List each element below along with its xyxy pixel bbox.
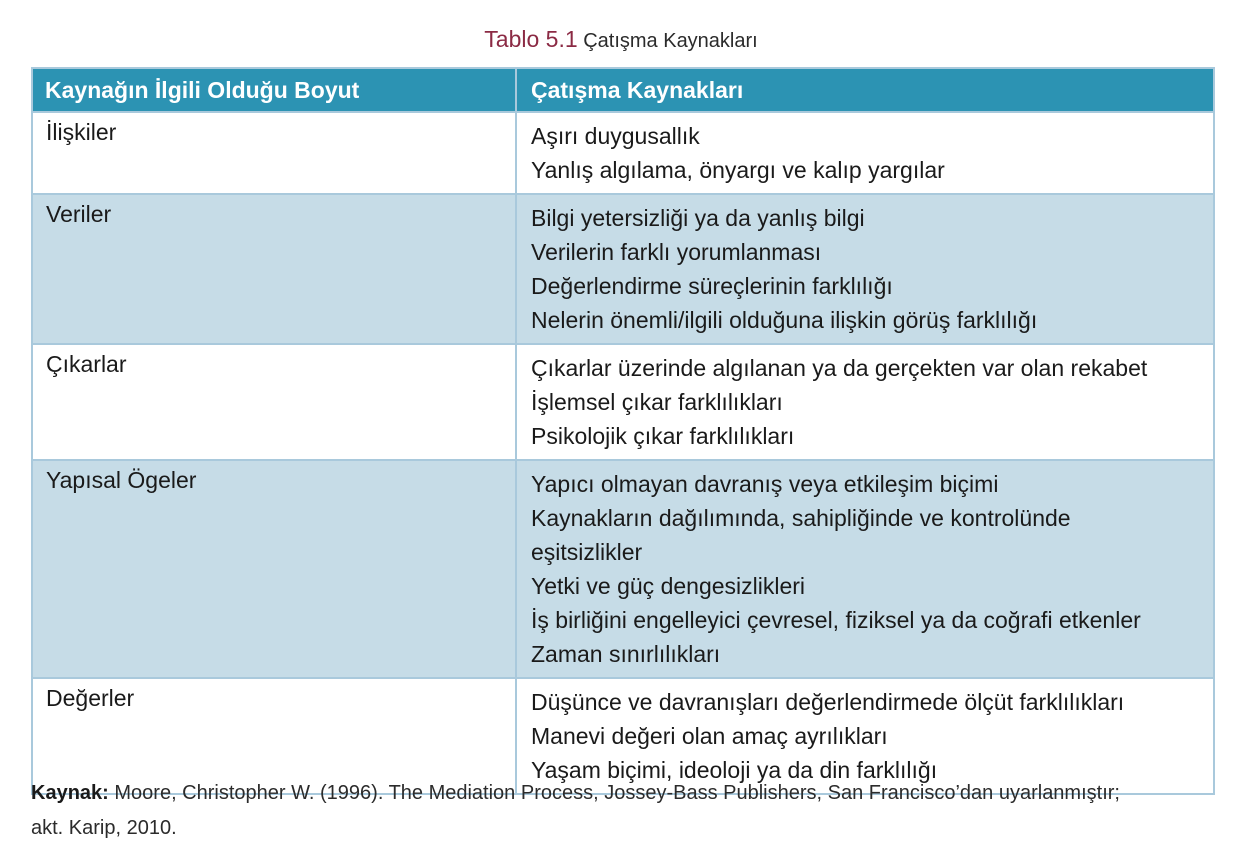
source-item: Nelerin önemli/ilgili olduğuna ilişkin görüş farklılığı	[531, 307, 1038, 333]
source-item: Verilerin farklı yorumlanması	[531, 239, 822, 265]
source-item: Psikolojik çıkar farklılıkları	[531, 423, 795, 449]
source-item: Çıkarlar üzerinde algılanan ya da gerçekten var olan rekabet	[531, 355, 1148, 381]
conflict-sources-table	[31, 67, 1215, 795]
sources-cell	[517, 345, 1213, 459]
dimension-cell: Yapısal Ögeler	[33, 461, 517, 677]
source-item: Yetki ve güç dengesizlikleri	[531, 573, 806, 599]
source-item: Aşırı duygusallık	[531, 123, 700, 149]
source-item: Kaynakların dağılımında, sahipliğinde ve kontrolünde	[531, 505, 1071, 531]
source-citation-secondary: akt. Karip, 2010.	[31, 817, 177, 839]
table-header-row	[33, 69, 1213, 113]
source-item: Bilgi yetersizliği ya da yanlış bilgi	[531, 205, 865, 231]
dimension-cell: Çıkarlar	[33, 345, 517, 459]
source-item: Düşünce ve davranışları değerlendirmede ölçüt farklılıkları	[531, 689, 1125, 715]
source-citation: Moore, Christopher W. (1996). The Mediation Process, Jossey-Bass Publishers, San Francisco’dan uyarlanmıştır;	[114, 782, 1120, 804]
source-item: eşitsizlikler	[531, 539, 643, 565]
table-row	[33, 345, 1213, 461]
sources-cell	[517, 461, 1213, 677]
table-number: Tablo 5.1	[484, 26, 578, 52]
table-row	[33, 113, 1213, 195]
source-item: Yapıcı olmayan davranış veya etkileşim biçimi	[531, 471, 999, 497]
source-item: İşlemsel çıkar farklılıkları	[531, 389, 783, 415]
dimension-cell: Veriler	[33, 195, 517, 343]
source-item: Değerlendirme süreçlerinin farklılığı	[531, 273, 893, 299]
table-row	[33, 195, 1213, 345]
sources-cell	[517, 195, 1213, 343]
column-header-dimension: Kaynağın İlgili Olduğu Boyut	[33, 69, 517, 111]
source-note	[31, 776, 1221, 846]
source-item: Zaman sınırlılıkları	[531, 641, 721, 667]
sources-cell	[517, 113, 1213, 193]
dimension-cell: İlişkiler	[33, 113, 517, 193]
column-header-sources: Çatışma Kaynakları	[531, 77, 744, 103]
source-item: Yanlış algılama, önyargı ve kalıp yargılar	[531, 157, 945, 183]
source-item: Yaşam biçimi, ideoloji ya da din farklılığı	[531, 757, 938, 783]
table-caption	[0, 26, 1242, 53]
source-item: Manevi değeri olan amaç ayrılıkları	[531, 723, 888, 749]
table-title: Çatışma Kaynakları	[583, 30, 758, 52]
source-label: Kaynak:	[31, 782, 109, 804]
dimension-cell: Değerler	[33, 679, 517, 793]
table-row	[33, 461, 1213, 679]
source-item: İş birliğini engelleyici çevresel, fiziksel ya da coğrafi etkenler	[531, 607, 1141, 633]
